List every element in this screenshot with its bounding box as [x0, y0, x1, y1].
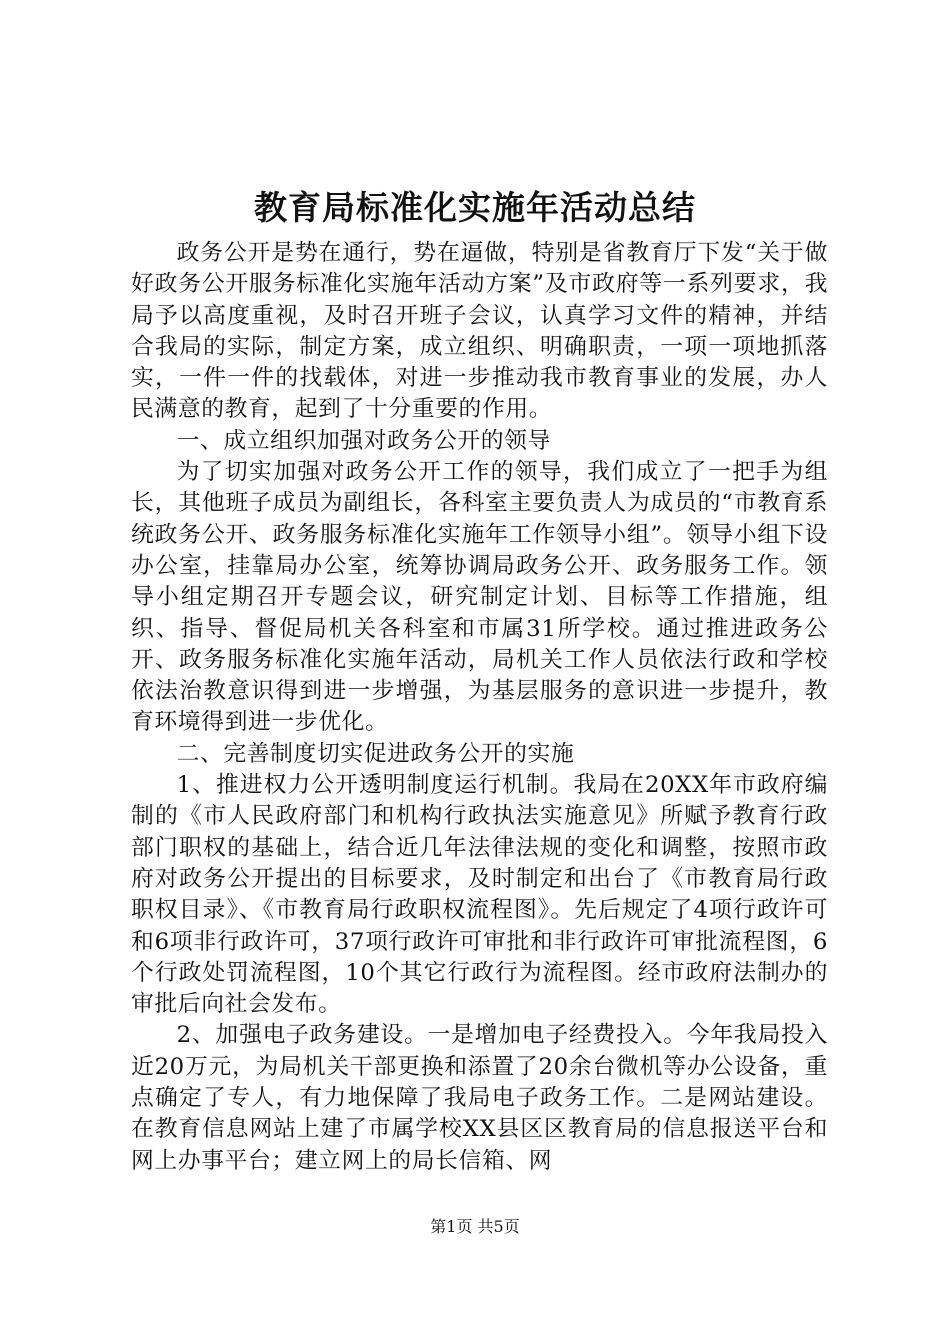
page-footer: 第1页 共5页 — [430, 1217, 520, 1236]
intro-paragraph: 政务公开是势在通行，势在逼做，特别是省教育厅下发“关于做好政务公开服务标准化实施年活动方案”及市政府等一系列要求，我局予以高度重视，及时召开班子会议，认真学习文件的精神，并结合我局的实际，制定方案，成立组织、明确职责，一项一项地抓落实，一件一件的找载体，对进一步推动我市教育事业的发展，办人民满意的教育，起到了十分重要的作用。 — [131, 240, 828, 423]
section-1-paragraph: 为了切实加强对政务公开工作的领导，我们成立了一把手为组长，其他班子成员为副组长，各科室主要负责人为成员的“市教育系统政务公开、政务服务标准化实施年工作领导小组”。领导小组下设办公室，挂靠局办公室，统筹协调局政务公开、政务服务工作。领导小组定期召开专题会议，研究制定计划、目标等工作措施，组织、指导、督促局机关各科室和市属31所学校。通过推进政务公开、政务服务标准化实施年活动，局机关工作人员依法行政和学校依法治教意识得到进一步增强，为基层服务的意识进一步提升，教育环境得到进一步优化。 — [131, 459, 828, 736]
section-heading-2: 二、完善制度切实促进政务公开的实施 — [176, 740, 575, 767]
section-2-item-2-paragraph: 2、加强电子政务建设。一是增加电子经费投入。今年我局投入近20万元，为局机关干部更换和添置了20余台微机等办公设备，重点确定了专人，有力地保障了我局电子政务工作。二是网站建设。在教育信息网站上建了市属学校XX县区区教育局的信息报送平台和网上办事平台；建立网上的局长信箱、网 — [131, 1022, 828, 1174]
document-title: 教育局标准化实施年活动总结 — [254, 188, 696, 227]
section-heading-1: 一、成立组织加强对政务公开的领导 — [176, 427, 551, 454]
document-body — [131, 238, 828, 1177]
section-2-item-1-paragraph: 1、推进权力公开透明制度运行机制。我局在20XX年市政府编制的《市人民政府部门和机构行政执法实施意见》所赋予教育行政部门职权的基础上，结合近几年法律法规的变化和调整，按照市政府对政务公开提出的目标要求，及时制定和出台了《市教育局行政职权目录》、《市教育局行政职权流程图》。先后规定了4项行政许可和6项非行政许可，37项行政许可审批和非行政许可审批流程图，6个行政处罚流程图，10个其它行政行为流程图。经市政府法制办的审批后向社会发布。 — [131, 772, 828, 1018]
